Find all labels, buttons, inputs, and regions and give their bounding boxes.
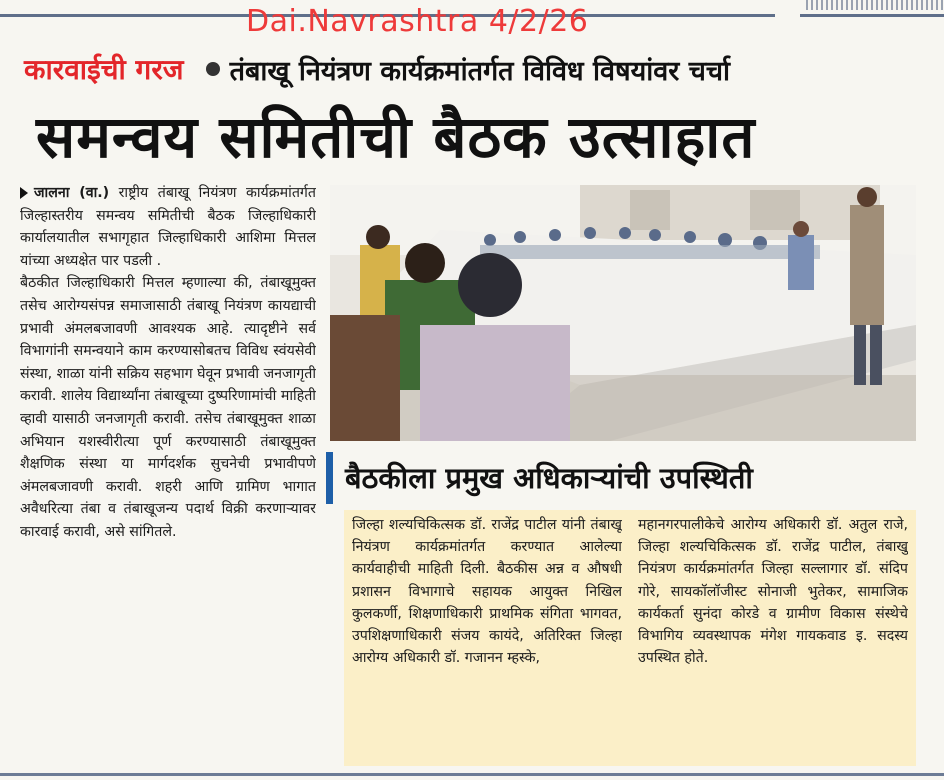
officials-column-1: जिल्हा शल्यचिकित्सक डॉ. राजेंद्र पाटील यांनी तंबाखू नियंत्रण कार्यक्रमांतर्गत करण्यात आलेल्या कार्यवाहीची माहिती दिली. बैठकीस अन्न व औषधी प्रशासन विभागाचे सहायक आयुक्त निखिल कुलकर्णी, शिक्षणाधिकारी प्राथमिक संगिता भागवत, उपशिक्षणाधिकारी संजय कायंदे, अतिरिक्त जिल्हा आरोग्य अधिकारी डॉ. गजानन म्हस्के, (352, 517, 622, 667)
article-text-1: राष्ट्रीय तंबाखू नियंत्रण कार्यक्रमांतर्गत जिल्हास्तरीय समन्वय समितीची बैठक जिल्हाधिकारी कार्यालयातील सभागृहात जिल्हाधिकारी आशिमा मित्तल यांच्या अध्यक्षेत पार पडली . (20, 185, 316, 269)
article-paragraph-1 (20, 182, 316, 272)
officials-column-2: महानगरपालीकेचे आरोग्य अधिकारी डॉ. अतुल राजे, जिल्हा शल्यचिकित्सक डॉ. राजेंद्र पाटील, तंबाखु नियंत्रण कार्यक्रमांतर्गत जिल्हा सल्लागार डॉ. संदिप गोरे, सायकॉलॉजीस्ट सोनाजी भुतेकर, सामाजिक कार्यकर्ता सुनंदा कोरडे व ग्रामीण विकास संस्थेचे विभागिय व्यवस्थापक मंगेश गायकवाड इ. सदस्य उपस्थित होते. (638, 517, 908, 667)
article-body (20, 182, 316, 772)
headline: समन्वय समितीची बैठक उत्साहात (36, 103, 756, 171)
kicker-subhead: तंबाखू नियंत्रण कार्यक्रमांतर्गत विविध विषयांवर चर्चा (229, 55, 730, 87)
bullet-icon (206, 62, 220, 76)
top-rule-dots (806, 0, 944, 10)
bottom-rule (0, 773, 944, 776)
play-arrow-icon (20, 187, 28, 199)
newspaper-stamp: Dai.Navrashtra 4/2/26 (246, 4, 589, 39)
top-rule-right (800, 14, 944, 17)
kicker-row (24, 46, 730, 92)
meeting-photo (330, 185, 916, 441)
officials-box (344, 510, 916, 766)
dateline: जालना (वा.) (34, 185, 110, 201)
article-paragraph-2: बैठकीत जिल्हाधिकारी मित्तल म्हणाल्या की, तंबाखूमुक्त तसेच आरोग्यसंपन्न समाजासाठी तंबाखू नियंत्रण कायद्याची प्रभावी अंमलबजावणी आवश्यक आहे. त्यादृष्टीने सर्व विभागांनी समन्वयाने काम करण्यासोबतच विविध स्वंयसेवी संस्था, शाळा यांनी सक्रिय सहभाग घेवून प्रभावी जनजागृती करावी. शालेय विद्यार्थ्यांना तंबाखूच्या दुष्परिणामांची माहिती व्हावी यासाठी जनजागृती करावी. तसेच तंबाखूमुक्त शाळा अभियान यशस्वीरीत्या पूर्ण करण्यासाठी तंबाखूमुक्त शैक्षणिक संस्था या मार्गदर्शक सुचनेची प्रभावीपणे अंमलबजावणी करावी. शहरी आणि ग्रामिण भागात अवैधरित्या तंबा व तंबाखूजन्य पदार्थ विक्री करणाऱ्यावर कारवाई करावी, असे सांगितले. (20, 275, 316, 540)
kicker-label: कारवाईची गरज (24, 53, 184, 86)
box-heading: बैठकीला प्रमुख अधिकाऱ्यांची उपस्थिती (326, 452, 920, 504)
